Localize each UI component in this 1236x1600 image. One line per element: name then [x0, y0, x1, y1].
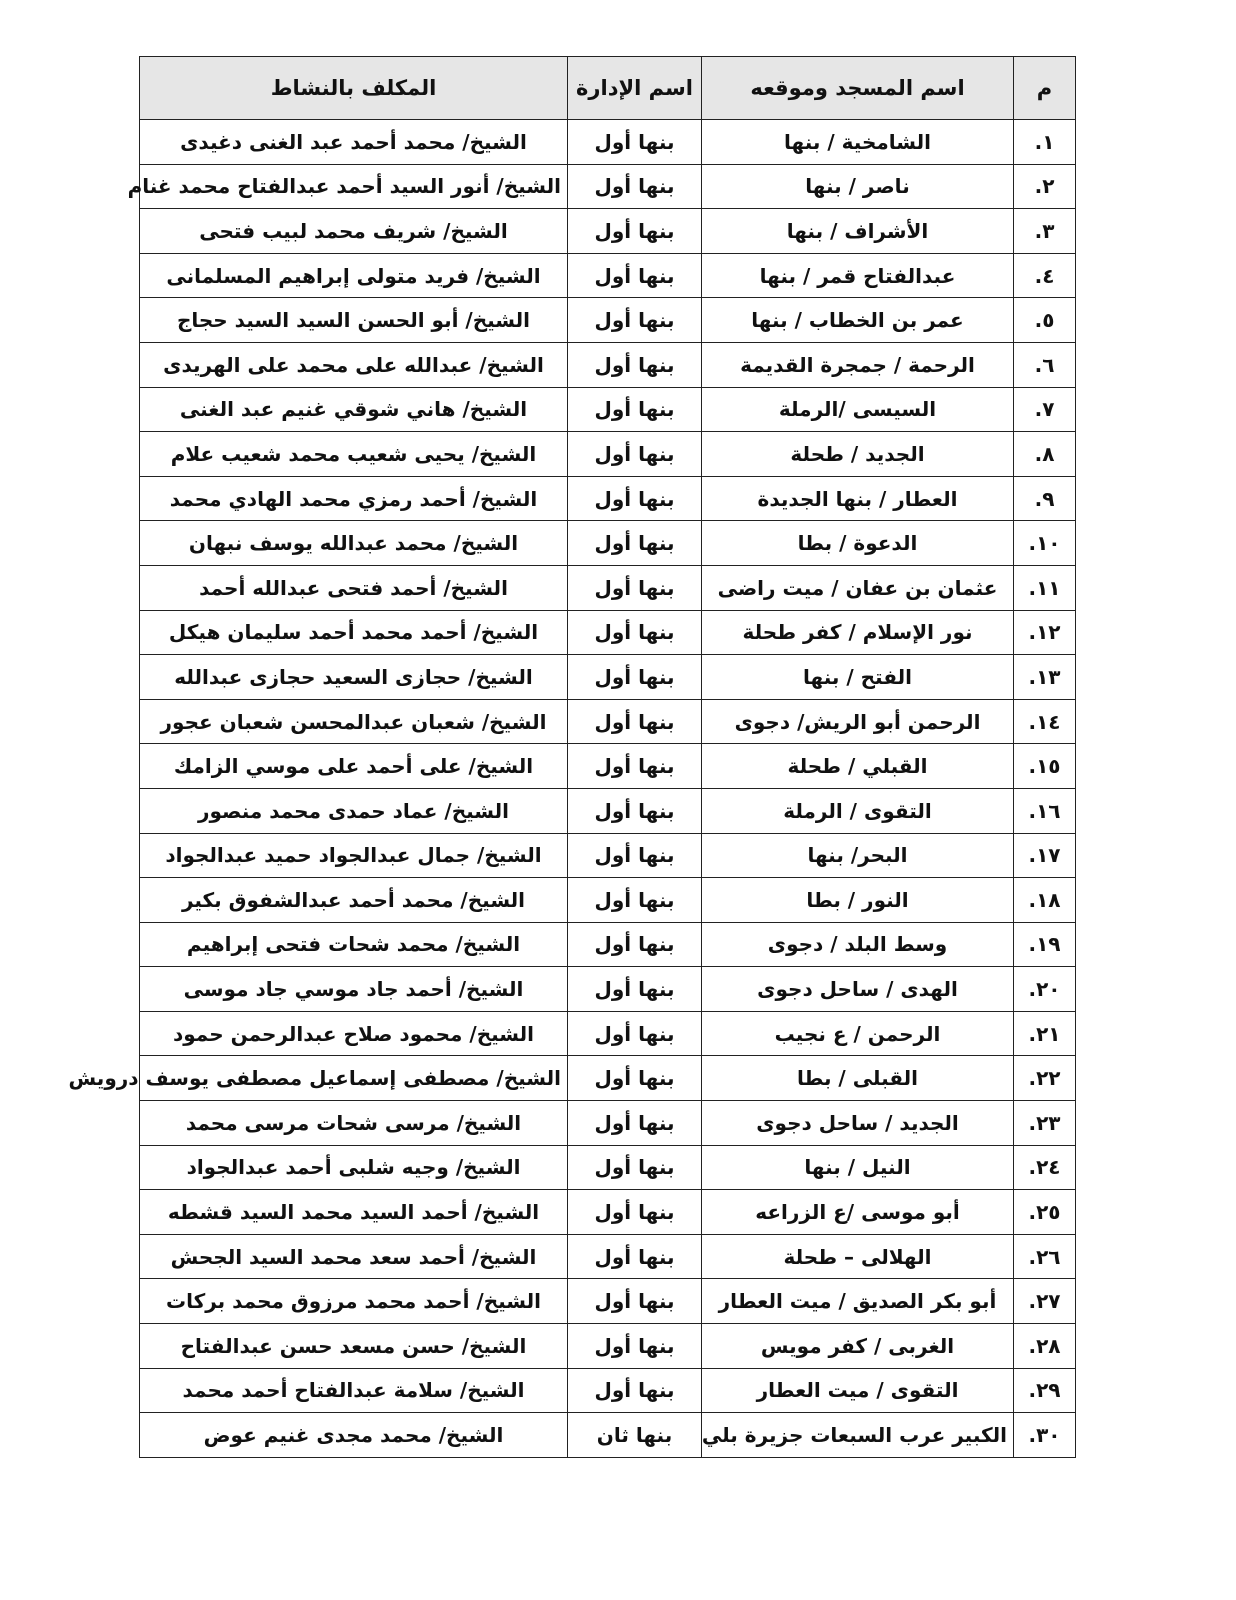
header-mosque-location: اسم المسجد وموقعه — [702, 57, 1014, 120]
administration: بنها أول — [568, 342, 702, 387]
assigned-person: الشيخ/ أحمد رمزي محمد الهادي محمد — [140, 476, 568, 521]
table-row — [140, 476, 1076, 521]
header-administration: اسم الإدارة — [568, 57, 702, 120]
row-number: ٢٠. — [1014, 967, 1076, 1012]
mosque-location: الكبير عرب السبعات جزيرة بلي — [702, 1413, 1014, 1458]
assigned-person: الشيخ/ عماد حمدى محمد منصور — [140, 788, 568, 833]
assigned-person: الشيخ/ أحمد جاد موسي جاد موسى — [140, 967, 568, 1012]
administration: بنها أول — [568, 1279, 702, 1324]
assigned-person: الشيخ/ أحمد محمد مرزوق محمد بركات — [140, 1279, 568, 1324]
row-number: ٧. — [1014, 387, 1076, 432]
table-row — [140, 1056, 1076, 1101]
administration: بنها أول — [568, 744, 702, 789]
table-row — [140, 1190, 1076, 1235]
administration: بنها أول — [568, 209, 702, 254]
row-number: ٣٠. — [1014, 1413, 1076, 1458]
table-row — [140, 744, 1076, 789]
row-number: ١٥. — [1014, 744, 1076, 789]
mosque-location: الغربى / كفر مويس — [702, 1324, 1014, 1369]
administration: بنها أول — [568, 878, 702, 923]
header-assigned-person: المكلف بالنشاط — [140, 57, 568, 120]
row-number: ١٢. — [1014, 610, 1076, 655]
table-row — [140, 1324, 1076, 1369]
assigned-person: الشيخ/ حسن مسعد حسن عبدالفتاح — [140, 1324, 568, 1369]
table-body — [68, 120, 1076, 1458]
row-number: ٢٢. — [1014, 1056, 1076, 1101]
administration: بنها أول — [568, 788, 702, 833]
assigned-person: الشيخ/ مرسى شحات مرسى محمد — [140, 1101, 568, 1146]
table-row — [140, 120, 1076, 165]
assigned-person: الشيخ/ أحمد سعد محمد السيد الجحش — [140, 1234, 568, 1279]
assigned-person: الشيخ/ أحمد السيد محمد السيد قشطه — [140, 1190, 568, 1235]
administration: بنها أول — [568, 1190, 702, 1235]
mosque-location: النيل / بنها — [702, 1145, 1014, 1190]
assigned-person: الشيخ/ شريف محمد لبيب فتحى — [140, 209, 568, 254]
mosque-location: الأشراف / بنها — [702, 209, 1014, 254]
mosque-location: وسط البلد / دجوى — [702, 922, 1014, 967]
header-number: م — [1014, 57, 1076, 120]
mosque-location: ناصر / بنها — [702, 164, 1014, 209]
assigned-person: الشيخ/ يحيى شعيب محمد شعيب علام — [140, 432, 568, 477]
administration: بنها أول — [568, 253, 702, 298]
administration: بنها أول — [568, 521, 702, 566]
administration: بنها أول — [568, 387, 702, 432]
mosque-location: عمر بن الخطاب / بنها — [702, 298, 1014, 343]
mosque-location: البحر/ بنها — [702, 833, 1014, 878]
row-number: ٦. — [1014, 342, 1076, 387]
row-number: ٩. — [1014, 476, 1076, 521]
assigned-person: الشيخ/ عبدالله على محمد على الهريدى — [140, 342, 568, 387]
row-number: ١٣. — [1014, 655, 1076, 700]
mosque-location: نور الإسلام / كفر طحلة — [702, 610, 1014, 655]
mosque-location: عبدالفتاح قمر / بنها — [702, 253, 1014, 298]
mosque-location: الهلالى – طحلة — [702, 1234, 1014, 1279]
administration: بنها أول — [568, 833, 702, 878]
assigned-person: الشيخ/ وجيه شلبى أحمد عبدالجواد — [140, 1145, 568, 1190]
assigned-person: الشيخ/ أحمد فتحى عبدالله أحمد — [140, 565, 568, 610]
mosque-location: القبلى / بطا — [702, 1056, 1014, 1101]
row-number: ١٨. — [1014, 878, 1076, 923]
mosque-location: التقوى / ميت العطار — [702, 1368, 1014, 1413]
administration: بنها أول — [568, 120, 702, 165]
administration: بنها أول — [568, 1011, 702, 1056]
administration: بنها أول — [568, 610, 702, 655]
row-number: ٨. — [1014, 432, 1076, 477]
mosque-location: النور / بطا — [702, 878, 1014, 923]
table-row — [140, 298, 1076, 343]
administration: بنها أول — [568, 655, 702, 700]
assigned-person: الشيخ/ محمد أحمد عبد الغنى دغيدى — [140, 120, 568, 165]
mosque-location: أبو بكر الصديق / ميت العطار — [702, 1279, 1014, 1324]
administration: بنها أول — [568, 699, 702, 744]
row-number: ٢٧. — [1014, 1279, 1076, 1324]
mosque-location: الفتح / بنها — [702, 655, 1014, 700]
row-number: ٢٩. — [1014, 1368, 1076, 1413]
administration: بنها أول — [568, 1368, 702, 1413]
assigned-person: الشيخ/ محمد مجدى غنيم عوض — [140, 1413, 568, 1458]
assigned-person: الشيخ/ فريد متولى إبراهيم المسلمانى — [140, 253, 568, 298]
administration: بنها ثان — [568, 1413, 702, 1458]
mosque-location: الرحمن / ع نجيب — [702, 1011, 1014, 1056]
row-number: ٢٤. — [1014, 1145, 1076, 1190]
administration: بنها أول — [568, 1145, 702, 1190]
assigned-person: الشيخ/ هاني شوقي غنيم عبد الغنى — [140, 387, 568, 432]
assigned-person: الشيخ/ جمال عبدالجواد حميد عبدالجواد — [140, 833, 568, 878]
mosque-location: القبلي / طحلة — [702, 744, 1014, 789]
row-number: ٢١. — [1014, 1011, 1076, 1056]
mosque-location: الجديد / طحلة — [702, 432, 1014, 477]
table-row — [140, 521, 1076, 566]
row-number: ٢٣. — [1014, 1101, 1076, 1146]
row-number: ١٦. — [1014, 788, 1076, 833]
mosque-location: الدعوة / بطا — [702, 521, 1014, 566]
row-number: ٣. — [1014, 209, 1076, 254]
row-number: ٥. — [1014, 298, 1076, 343]
row-number: ٢٨. — [1014, 1324, 1076, 1369]
row-number: ٢٥. — [1014, 1190, 1076, 1235]
assigned-person: الشيخ/ أنور السيد أحمد عبدالفتاح محمد غنام — [140, 164, 568, 209]
row-number: ١. — [1014, 120, 1076, 165]
table-row — [140, 342, 1076, 387]
mosque-location: الرحمن أبو الريش/ دجوى — [702, 699, 1014, 744]
mosque-location: عثمان بن عفان / ميت راضى — [702, 565, 1014, 610]
table-row — [140, 209, 1076, 254]
assigned-person: الشيخ/ على أحمد على موسي الزامك — [140, 744, 568, 789]
table-header-row — [140, 57, 1076, 120]
assigned-person: الشيخ/ أبو الحسن السيد السيد حجاج — [140, 298, 568, 343]
administration: بنها أول — [568, 1234, 702, 1279]
administration: بنها أول — [568, 1101, 702, 1146]
table-row — [140, 967, 1076, 1012]
row-number: ١١. — [1014, 565, 1076, 610]
mosque-location: الرحمة / جمجرة القديمة — [702, 342, 1014, 387]
table-row — [140, 1368, 1076, 1413]
assigned-person: الشيخ/ شعبان عبدالمحسن شعبان عجور — [140, 699, 568, 744]
row-number: ١٧. — [1014, 833, 1076, 878]
table-row — [140, 655, 1076, 700]
table-row — [140, 1145, 1076, 1190]
assigned-person: الشيخ/ محمد شحات فتحى إبراهيم — [140, 922, 568, 967]
table-row — [140, 1413, 1076, 1458]
administration: بنها أول — [568, 565, 702, 610]
assigned-person: الشيخ/ حجازى السعيد حجازى عبدالله — [140, 655, 568, 700]
table-row — [140, 699, 1076, 744]
table-row — [140, 1279, 1076, 1324]
table-row — [140, 253, 1076, 298]
table-row — [140, 432, 1076, 477]
row-number: ١٤. — [1014, 699, 1076, 744]
table-row — [140, 1011, 1076, 1056]
administration: بنها أول — [568, 1324, 702, 1369]
table-row — [140, 565, 1076, 610]
table-row — [140, 922, 1076, 967]
administration: بنها أول — [568, 1056, 702, 1101]
table-row — [140, 387, 1076, 432]
mosque-location: السيسى /الرملة — [702, 387, 1014, 432]
administration: بنها أول — [568, 922, 702, 967]
table-row — [140, 610, 1076, 655]
table-row — [140, 833, 1076, 878]
assignments-table — [68, 56, 1076, 1458]
table-row — [140, 1101, 1076, 1146]
assigned-person: الشيخ/ محمد أحمد عبدالشفوق بكير — [140, 878, 568, 923]
row-number: ٢٦. — [1014, 1234, 1076, 1279]
table-row — [140, 788, 1076, 833]
assigned-person: الشيخ/ محمد عبدالله يوسف نبهان — [140, 521, 568, 566]
table-row — [140, 164, 1076, 209]
row-number: ١٩. — [1014, 922, 1076, 967]
administration: بنها أول — [568, 967, 702, 1012]
administration: بنها أول — [568, 164, 702, 209]
table-row — [140, 878, 1076, 923]
assigned-person: الشيخ/ أحمد محمد أحمد سليمان هيكل — [140, 610, 568, 655]
assigned-person: الشيخ/ سلامة عبدالفتاح أحمد محمد — [140, 1368, 568, 1413]
assigned-person: الشيخ/ محمود صلاح عبدالرحمن حمود — [140, 1011, 568, 1056]
administration: بنها أول — [568, 432, 702, 477]
row-number: ٢. — [1014, 164, 1076, 209]
row-number: ١٠. — [1014, 521, 1076, 566]
administration: بنها أول — [568, 298, 702, 343]
row-number: ٤. — [1014, 253, 1076, 298]
mosque-location: الشامخية / بنها — [702, 120, 1014, 165]
mosque-location: الجديد / ساحل دجوى — [702, 1101, 1014, 1146]
administration: بنها أول — [568, 476, 702, 521]
assigned-person: الشيخ/ مصطفى إسماعيل مصطفى يوسف درويش — [140, 1056, 568, 1101]
mosque-location: الهدى / ساحل دجوى — [702, 967, 1014, 1012]
mosque-location: العطار / بنها الجديدة — [702, 476, 1014, 521]
table-row — [140, 1234, 1076, 1279]
mosque-location: أبو موسى /ع الزراعه — [702, 1190, 1014, 1235]
mosque-location: التقوى / الرملة — [702, 788, 1014, 833]
